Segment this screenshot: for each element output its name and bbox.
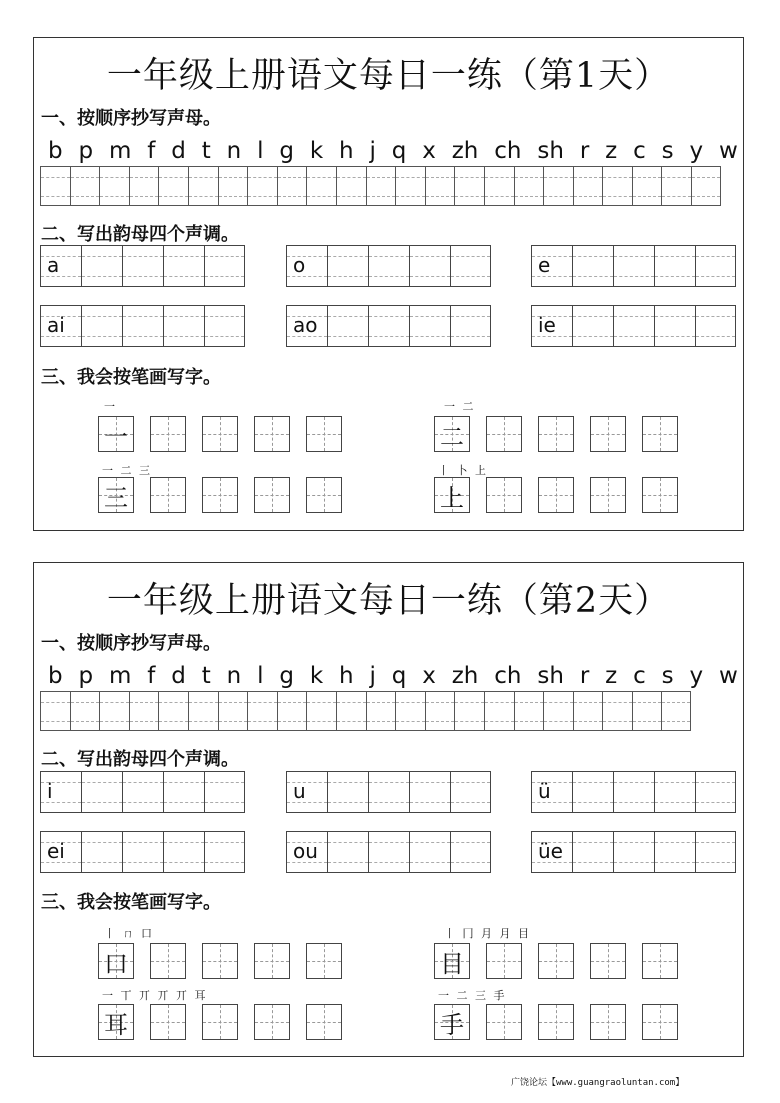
letter: h bbox=[339, 663, 354, 689]
letter: m bbox=[108, 138, 132, 164]
model-char: 上 bbox=[440, 483, 464, 512]
grid-cell[interactable] bbox=[395, 166, 425, 206]
model-char: 口 bbox=[104, 949, 128, 978]
grid-cell[interactable] bbox=[573, 166, 603, 206]
grid-cell[interactable] bbox=[99, 691, 129, 731]
letter: s bbox=[661, 138, 674, 164]
tone-box[interactable] bbox=[531, 305, 736, 347]
letter: t bbox=[201, 138, 211, 164]
letter: y bbox=[689, 663, 704, 689]
letter: h bbox=[339, 138, 354, 164]
letter: w bbox=[719, 138, 738, 164]
letter: q bbox=[391, 663, 407, 689]
letter: y bbox=[689, 138, 704, 164]
grid-cell[interactable] bbox=[247, 166, 277, 206]
model-char: 手 bbox=[440, 1010, 464, 1039]
tone-box[interactable] bbox=[286, 245, 491, 287]
letter: c bbox=[633, 138, 646, 164]
grid-cell[interactable] bbox=[188, 691, 218, 731]
section-heading-2: 二、写出韵母四个声调。 bbox=[41, 749, 239, 770]
grid-cell[interactable] bbox=[188, 166, 218, 206]
char-practice-row[interactable] bbox=[434, 477, 678, 513]
vowel-label: e bbox=[538, 253, 551, 277]
grid-cell[interactable] bbox=[602, 166, 632, 206]
grid-cell[interactable] bbox=[454, 691, 484, 731]
grid-cell[interactable] bbox=[632, 166, 662, 206]
consonant-row bbox=[48, 138, 738, 164]
letter: q bbox=[391, 138, 407, 164]
writing-grid-four-line[interactable] bbox=[40, 691, 691, 731]
tone-box[interactable] bbox=[40, 245, 245, 287]
grid-cell[interactable] bbox=[691, 166, 721, 206]
grid-cell[interactable] bbox=[632, 691, 662, 731]
tone-box[interactable] bbox=[40, 305, 245, 347]
grid-cell[interactable] bbox=[454, 166, 484, 206]
grid-cell[interactable] bbox=[573, 691, 603, 731]
grid-cell[interactable] bbox=[661, 166, 691, 206]
grid-cell[interactable] bbox=[218, 166, 248, 206]
grid-cell[interactable] bbox=[543, 691, 573, 731]
letter: x bbox=[422, 663, 436, 689]
grid-cell[interactable] bbox=[514, 166, 544, 206]
grid-cell[interactable] bbox=[40, 691, 70, 731]
worksheet-day-1 bbox=[33, 37, 744, 531]
char-practice-row[interactable] bbox=[434, 943, 678, 979]
stroke-order: 一 二 三 bbox=[102, 464, 152, 477]
model-char: 耳 bbox=[104, 1010, 128, 1039]
grid-cell[interactable] bbox=[70, 691, 100, 731]
letter: d bbox=[171, 663, 186, 689]
letter: j bbox=[369, 663, 376, 689]
grid-cell[interactable] bbox=[129, 691, 159, 731]
tone-box[interactable] bbox=[286, 305, 491, 347]
letter: p bbox=[78, 663, 94, 689]
letter: z bbox=[605, 663, 618, 689]
grid-cell[interactable] bbox=[484, 166, 514, 206]
model-char: 三 bbox=[104, 483, 128, 512]
grid-cell[interactable] bbox=[277, 691, 307, 731]
vowel-label: ou bbox=[293, 839, 318, 863]
letter: r bbox=[579, 663, 590, 689]
grid-cell[interactable] bbox=[366, 166, 396, 206]
vowel-label: ei bbox=[47, 839, 65, 863]
letter: sh bbox=[537, 663, 564, 689]
tone-box[interactable] bbox=[531, 771, 736, 813]
char-practice-row[interactable] bbox=[434, 416, 678, 452]
letter: zh bbox=[451, 663, 479, 689]
char-practice-row[interactable] bbox=[98, 943, 342, 979]
char-practice-row[interactable] bbox=[434, 1004, 678, 1040]
page-title: 一年级上册语文每日一练（第2天） bbox=[106, 581, 671, 621]
stroke-order: 一 bbox=[104, 400, 117, 413]
letter: l bbox=[257, 138, 264, 164]
grid-cell[interactable] bbox=[129, 166, 159, 206]
grid-cell[interactable] bbox=[602, 691, 632, 731]
letter: w bbox=[719, 663, 738, 689]
model-char: 二 bbox=[440, 422, 464, 451]
letter: sh bbox=[537, 138, 564, 164]
letter: c bbox=[633, 663, 646, 689]
grid-cell[interactable] bbox=[661, 691, 691, 731]
letter: n bbox=[226, 138, 242, 164]
grid-cell[interactable] bbox=[306, 166, 336, 206]
model-char: 一 bbox=[104, 422, 128, 451]
letter: ch bbox=[494, 663, 522, 689]
page-title: 一年级上册语文每日一练（第1天） bbox=[106, 56, 671, 96]
section-heading-3: 三、我会按笔画写字。 bbox=[41, 892, 221, 913]
letter: l bbox=[257, 663, 264, 689]
section-heading-2: 二、写出韵母四个声调。 bbox=[41, 224, 239, 245]
char-practice-row[interactable] bbox=[98, 477, 342, 513]
model-char: 目 bbox=[440, 949, 464, 978]
tone-box[interactable] bbox=[531, 245, 736, 287]
letter: b bbox=[48, 138, 63, 164]
vowel-label: a bbox=[47, 253, 60, 277]
vowel-label: ao bbox=[293, 313, 318, 337]
letter: p bbox=[78, 138, 94, 164]
vowel-label: ü bbox=[538, 779, 551, 803]
letter: m bbox=[108, 663, 132, 689]
grid-cell[interactable] bbox=[158, 166, 188, 206]
grid-cell[interactable] bbox=[425, 166, 455, 206]
letter: n bbox=[226, 663, 242, 689]
letter: t bbox=[201, 663, 211, 689]
letter: d bbox=[171, 138, 186, 164]
grid-cell[interactable] bbox=[247, 691, 277, 731]
stroke-order: 一 丅 丌 丌 丌 耳 bbox=[102, 989, 208, 1002]
letter: z bbox=[605, 138, 618, 164]
letter: zh bbox=[451, 138, 479, 164]
tone-box[interactable] bbox=[286, 831, 491, 873]
grid-cell[interactable] bbox=[306, 691, 336, 731]
stroke-order: 丨 ㄇ 口 bbox=[104, 927, 154, 940]
grid-cell[interactable] bbox=[514, 691, 544, 731]
letter: j bbox=[369, 138, 376, 164]
grid-cell[interactable] bbox=[40, 166, 70, 206]
letter: k bbox=[309, 663, 324, 689]
tone-box[interactable] bbox=[286, 771, 491, 813]
writing-grid-four-line[interactable] bbox=[40, 166, 721, 206]
letter: g bbox=[279, 138, 294, 164]
grid-cell[interactable] bbox=[336, 166, 366, 206]
vowel-label: u bbox=[293, 779, 306, 803]
tone-box[interactable] bbox=[40, 831, 245, 873]
stroke-order: 丨 卜 上 bbox=[438, 464, 488, 477]
section-heading-1: 一、按顺序抄写声母。 bbox=[41, 108, 221, 129]
vowel-label: üe bbox=[538, 839, 563, 863]
grid-cell[interactable] bbox=[158, 691, 188, 731]
section-heading-1: 一、按顺序抄写声母。 bbox=[41, 633, 221, 654]
letter: f bbox=[147, 663, 156, 689]
grid-cell[interactable] bbox=[395, 691, 425, 731]
letter: r bbox=[579, 138, 590, 164]
letter: b bbox=[48, 663, 63, 689]
letter: k bbox=[309, 138, 324, 164]
char-practice-row[interactable] bbox=[98, 1004, 342, 1040]
grid-cell[interactable] bbox=[484, 691, 514, 731]
letter: ch bbox=[494, 138, 522, 164]
letter: x bbox=[422, 138, 436, 164]
stroke-order: 丨 冂 月 月 目 bbox=[444, 927, 531, 940]
tone-box[interactable] bbox=[40, 771, 245, 813]
grid-cell[interactable] bbox=[425, 691, 455, 731]
grid-cell[interactable] bbox=[336, 691, 366, 731]
letter: f bbox=[147, 138, 156, 164]
stroke-order: 一 二 bbox=[444, 400, 476, 413]
grid-cell[interactable] bbox=[70, 166, 100, 206]
letter: s bbox=[661, 663, 674, 689]
consonant-row bbox=[48, 663, 738, 689]
grid-cell[interactable] bbox=[99, 166, 129, 206]
footer-credit: 广饶论坛【www.guangraoluntan.com】 bbox=[511, 1078, 685, 1088]
worksheet-day-2 bbox=[33, 562, 744, 1057]
char-practice-row[interactable] bbox=[98, 416, 342, 452]
vowel-label: o bbox=[293, 253, 306, 277]
grid-cell[interactable] bbox=[218, 691, 248, 731]
letter: g bbox=[279, 663, 294, 689]
vowel-label: i bbox=[47, 779, 53, 803]
section-heading-3: 三、我会按笔画写字。 bbox=[41, 367, 221, 388]
tone-box[interactable] bbox=[531, 831, 736, 873]
grid-cell[interactable] bbox=[277, 166, 307, 206]
vowel-label: ie bbox=[538, 313, 556, 337]
vowel-label: ai bbox=[47, 313, 65, 337]
grid-cell[interactable] bbox=[366, 691, 396, 731]
grid-cell[interactable] bbox=[543, 166, 573, 206]
stroke-order: 一 二 三 手 bbox=[438, 989, 507, 1002]
